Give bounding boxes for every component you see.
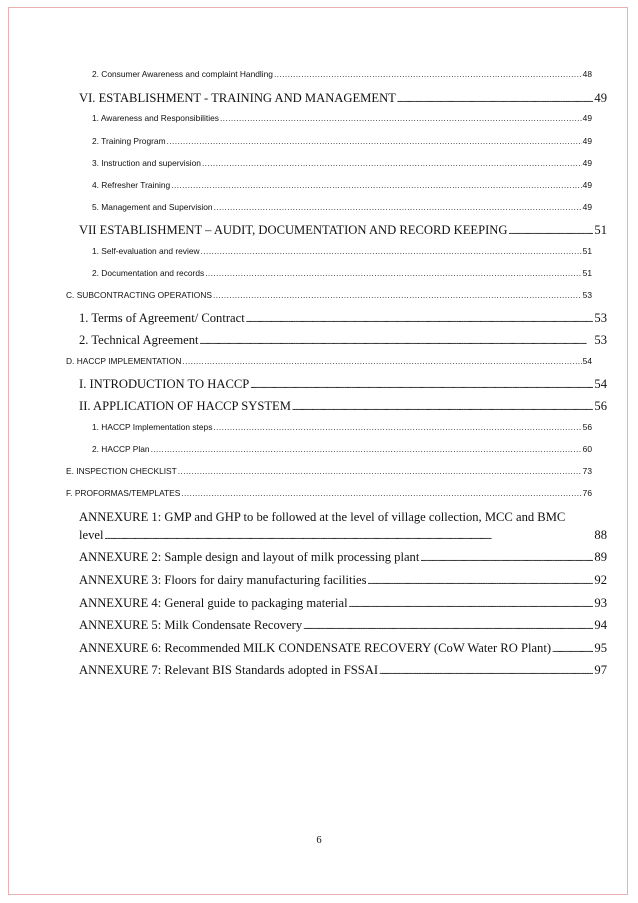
toc-entry[interactable] <box>79 377 607 392</box>
toc-leader-dots <box>171 180 581 190</box>
toc-entry-page: 49 <box>582 202 592 212</box>
toc-entry[interactable] <box>79 618 607 633</box>
toc-leader-dots <box>420 550 593 565</box>
toc-entry-page: 73 <box>582 466 592 476</box>
toc-entry-page: 89 <box>594 550 607 564</box>
toc-entry-title: E. INSPECTION CHECKLIST <box>66 466 177 476</box>
toc-leader-dots <box>213 422 581 432</box>
toc-entry[interactable] <box>79 573 607 588</box>
toc-entry-title: I. INTRODUCTION TO HACCP <box>79 377 250 391</box>
toc-entry[interactable] <box>66 488 592 498</box>
toc-entry-title: ANNEXURE 4: General guide to packaging material <box>79 596 348 610</box>
toc-entry[interactable] <box>92 69 592 79</box>
toc-entry-title: 1. Awareness and Responsibilities <box>92 113 219 123</box>
toc-entry-title: 1. Self-evaluation and review <box>92 246 200 256</box>
toc-entry-title: C. SUBCONTRACTING OPERATIONS <box>66 290 212 300</box>
toc-leader-dots <box>167 136 582 146</box>
toc-leader-dots <box>368 573 594 588</box>
toc-entry-page: 56 <box>594 399 607 413</box>
toc-entry[interactable] <box>92 180 592 190</box>
toc-entry[interactable] <box>92 444 592 454</box>
toc-entry[interactable] <box>92 113 592 123</box>
toc-entry[interactable] <box>79 641 607 656</box>
toc-entry[interactable] <box>92 246 592 256</box>
toc-leader-dots <box>552 641 593 656</box>
toc-entry-title: D. HACCP IMPLEMENTATION <box>66 356 182 366</box>
toc-leader-dots <box>349 596 594 611</box>
page-number: 6 <box>316 835 322 846</box>
toc-entry[interactable] <box>79 596 607 611</box>
toc-entry-page: 53 <box>594 311 607 325</box>
toc-entry[interactable] <box>92 158 592 168</box>
toc-entry-page: 49 <box>582 136 592 146</box>
toc-leader-dots <box>397 91 594 106</box>
toc-entry-page: 49 <box>582 180 592 190</box>
toc-entry-title: 2. Training Program <box>92 136 166 146</box>
toc-entry-title: 1. Terms of Agreement/ Contract <box>79 311 245 325</box>
toc-entry-page: 95 <box>594 641 607 655</box>
toc-entry-title: 2. Technical Agreement <box>79 333 199 347</box>
toc-leader-dots <box>201 246 582 256</box>
toc-entry-title: 3. Instruction and supervision <box>92 158 201 168</box>
toc-entry-page: 93 <box>594 596 607 610</box>
toc-leader-dots <box>181 488 581 498</box>
toc-entry-page: 94 <box>594 618 607 632</box>
toc-leader-dots <box>246 311 594 326</box>
toc-entry-page: 53 <box>582 290 592 300</box>
toc-entry[interactable] <box>66 466 592 476</box>
toc-entry[interactable] <box>66 290 592 300</box>
toc-leader-dots <box>205 268 581 278</box>
toc-leader-dots <box>182 356 581 366</box>
toc-entry[interactable] <box>92 136 592 146</box>
toc-entry-title: ANNEXURE 2: Sample design and layout of milk processing plant <box>79 550 420 564</box>
toc-leader-dots <box>220 113 582 123</box>
toc-leader-dots <box>292 399 593 414</box>
toc-entry[interactable] <box>92 268 592 278</box>
toc-leader-dots <box>214 202 582 212</box>
toc-entry-title: F. PROFORMAS/TEMPLATES <box>66 488 181 498</box>
toc-leader-dots <box>379 663 593 678</box>
toc-entry-page: 49 <box>594 91 607 105</box>
toc-leader-dots <box>274 69 582 79</box>
toc-leader-dots <box>202 158 582 168</box>
toc-entry-page: 54 <box>582 356 592 366</box>
toc-leader-dots <box>213 290 582 300</box>
toc-entry-title: VII ESTABLISHMENT – AUDIT, DOCUMENTATION AND RECORD KEEPING <box>79 223 508 237</box>
toc-entry[interactable] <box>79 333 607 348</box>
toc-entry-title-line1: ANNEXURE 1: GMP and GHP to be followed at the level of village collection, MCC and BMC <box>79 510 566 524</box>
toc-entry-page: 53 <box>594 333 607 347</box>
toc-entry-page: 97 <box>594 663 607 677</box>
toc-entry-title: level <box>79 528 104 542</box>
toc-entry-page: 49 <box>582 113 592 123</box>
toc-entry-page: 88 <box>594 528 607 542</box>
toc-entry-title: 2. HACCP Plan <box>92 444 150 454</box>
toc-entry-title: 4. Refresher Training <box>92 180 171 190</box>
toc-entry-page: 51 <box>582 268 592 278</box>
toc-leader-dots <box>178 466 582 476</box>
toc-entry-page: 76 <box>582 488 592 498</box>
toc-entry-title: ANNEXURE 6: Recommended MILK CONDENSATE RECOVERY (CoW Water RO Plant) <box>79 641 552 655</box>
toc-leader-dots <box>104 528 593 543</box>
toc-entry[interactable] <box>79 311 607 326</box>
toc-entry[interactable] <box>79 528 607 543</box>
toc-leader-dots <box>151 444 582 454</box>
toc-entry[interactable] <box>79 550 607 565</box>
toc-leader-dots <box>509 223 594 238</box>
toc-entry-title: ANNEXURE 3: Floors for dairy manufacturing facilities <box>79 573 367 587</box>
toc-entry[interactable] <box>92 422 592 432</box>
toc-entry-page: 48 <box>582 69 592 79</box>
toc-entry-title: ANNEXURE 5: Milk Condensate Recovery <box>79 618 303 632</box>
toc-entry-title: 2. Documentation and records <box>92 268 205 278</box>
toc-entry[interactable] <box>79 91 607 106</box>
toc-entry-title: II. APPLICATION OF HACCP SYSTEM <box>79 399 291 413</box>
toc-leader-dots <box>200 333 594 348</box>
toc-entry-page: 54 <box>594 377 607 391</box>
toc-entry-title: ANNEXURE 7: Relevant BIS Standards adopted in FSSAI <box>79 663 379 677</box>
toc-entry[interactable] <box>92 202 592 212</box>
toc-entry-page: 51 <box>594 223 607 237</box>
toc-entry-page: 92 <box>594 573 607 587</box>
toc-entry[interactable] <box>66 356 592 366</box>
toc-entry[interactable] <box>79 399 607 414</box>
toc-entry-page: 51 <box>582 246 592 256</box>
toc-entry-page: 56 <box>582 422 592 432</box>
toc-entry[interactable] <box>79 663 607 678</box>
toc-entry-title: 1. HACCP Implementation steps <box>92 422 213 432</box>
toc-entry-title: 5. Management and Supervision <box>92 202 213 212</box>
toc-entry-page: 60 <box>582 444 592 454</box>
toc-entry-title: 2. Consumer Awareness and complaint Handling <box>92 69 273 79</box>
toc-leader-dots <box>250 377 593 392</box>
toc-leader-dots <box>303 618 593 633</box>
toc-entry-page: 49 <box>582 158 592 168</box>
toc-entry-title: VI. ESTABLISHMENT - TRAINING AND MANAGEMENT <box>79 91 396 105</box>
toc-entry[interactable] <box>79 223 607 238</box>
